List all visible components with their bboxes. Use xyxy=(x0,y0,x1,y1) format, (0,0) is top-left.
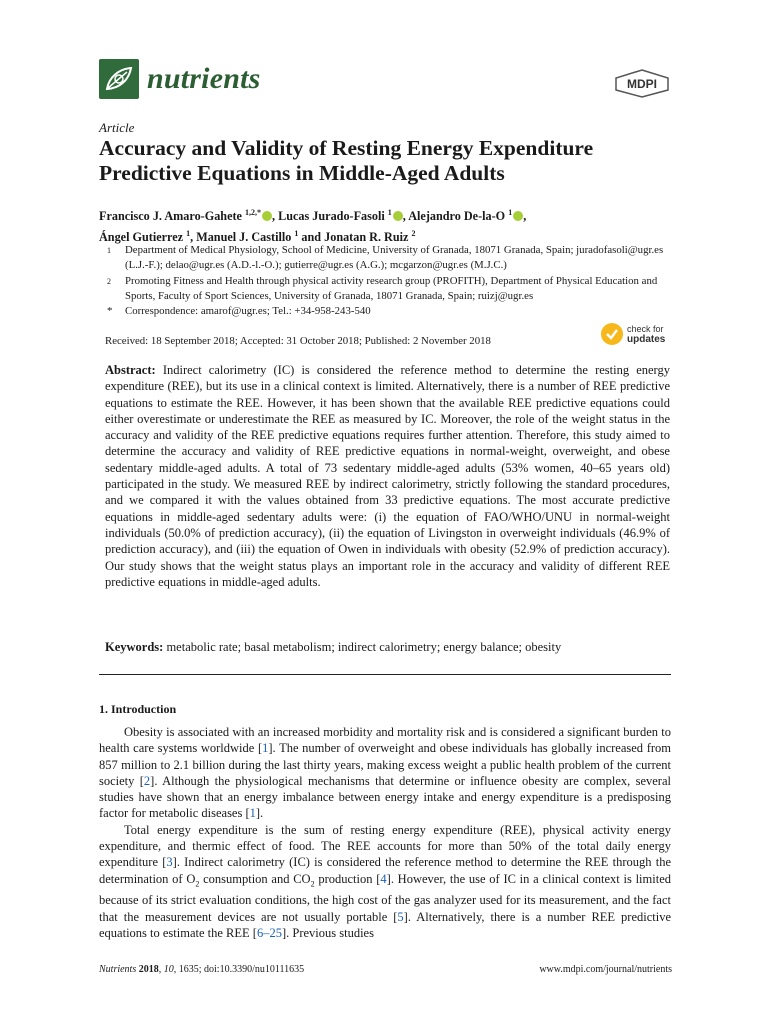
author-name[interactable]: Lucas Jurado-Fasoli xyxy=(278,209,385,224)
paragraph: Total energy expenditure is the sum of resting energy expenditure (REE), physical activity energy expenditure, and thermic effect of food. The REE accounts for more than 50% of the total daily energy expenditure [3]. Indirect calorimetry (IC) is considered the reference method to determine the REE through the determination of $O_2$ consumption and $CO_2$ production [4]. However, the use of IC in a clinical context is limited because of its strict evaluation conditions, the high cost of the gas analyzer used for its measurement, and the fact that the measurement devices are not usually portable [5]. Alternatively, there is a number REE predictive equations to estimate the REE [6–25]. Previous studies xyxy=(99,822,672,941)
author-list: Francisco J. Amaro-Gahete $^{1,2,*}$ , Lucas Jurado-Fasoli $^1$ , Alejandro De-la-O $^1$ , Ángel Gutierrez $^1$, Manuel J. Castillo $^1$ and Jonatan R. Ruiz $^2$ xyxy=(99,208,527,245)
abstract-text: Indirect calorimetry (IC) is considered the reference method to determine the resting energy expenditure (REE), but its use in a clinical context is limited. Alternatively, there is a number of REE predictive equations to estimate the REE. However, it has been shown that the available REE predictive equations could either overestimate or underestimate the REE as measured by IC. Moreover, the role of the weight status in the accuracy and validity of the REE predictive equations requires further attention. Therefore, this study aimed to determine the accuracy and validity of REE predictive equations in normal-weight, overweight, and obese sedentary middle-aged adults. A total of 73 sedentary middle-aged adults (53% women, 40–65 years old) participated in the study. We measured REE by indirect calorimetry, strictly following the standard procedures, and we compared it with the values obtained from 33 predictive equations. The most accurate predictive equations in middle-aged sedentary adults were: (i) the equation of FAO/WHO/UNU in normal-weight individuals (50.0% of prediction accuracy), (ii) the equation of Livingston in overweight individuals (46.9% of prediction accuracy), and (iii) the equation of Owen in individuals with obesity (52.9% of prediction accuracy). Our study shows that the weight status plays an important role in the accuracy and validity of different REE predictive equations in middle-aged adults. xyxy=(105,363,670,589)
page-title: Accuracy and Validity of Resting Energy Expenditure Predictive Equations in Middle-Aged Adults xyxy=(99,136,594,185)
author-name[interactable]: Francisco J. Amaro-Gahete xyxy=(99,209,242,224)
abstract-label: Abstract: xyxy=(105,363,156,377)
affiliation-text: Promoting Fitness and Health through physical activity research group (PROFITH), Department of Physical Education and Sports, Faculty of Sport Sciences, University of Granada, 18071 Granada, Spain; ruizj@ugr.es xyxy=(125,275,658,302)
mdpi-text: MDPI xyxy=(627,77,657,91)
citation-link[interactable]: 5 xyxy=(397,909,404,924)
orcid-icon[interactable] xyxy=(513,211,523,221)
keywords-text: metabolic rate; basal metabolism; indirect calorimetry; energy balance; obesity xyxy=(166,640,562,654)
author-affil: 1 xyxy=(186,229,191,239)
affiliation xyxy=(99,243,671,273)
keywords-label: Keywords: xyxy=(105,640,164,654)
citation-link[interactable]: 1 xyxy=(249,806,256,821)
author-name[interactable]: Ángel Gutierrez xyxy=(99,230,184,245)
check-icon xyxy=(601,323,623,345)
journal-name: nutrients xyxy=(147,62,261,95)
affiliation xyxy=(99,274,671,304)
affiliation xyxy=(99,304,671,319)
affiliation-mark: 1 xyxy=(107,246,111,255)
footer-journal: Nutrients xyxy=(99,964,137,975)
section-heading: 1. Introduction xyxy=(99,702,177,716)
footer-citation: Nutrients 2018, 10, 1635; doi:10.3390/nu10111635 xyxy=(99,964,305,975)
orcid-icon[interactable] xyxy=(393,211,403,221)
author-affil: 1 xyxy=(387,208,392,217)
check-updates-line2: updates xyxy=(627,334,666,345)
citation-link[interactable]: 3 xyxy=(166,855,173,870)
check-updates-badge[interactable] xyxy=(601,322,671,348)
orcid-icon[interactable] xyxy=(262,211,272,221)
publication-dates: Received: 18 September 2018; Accepted: 31 October 2018; Published: 2 November 2018 xyxy=(105,335,491,347)
article-type: Article xyxy=(99,120,135,135)
citation-link[interactable]: 1 xyxy=(262,741,269,756)
footer-doi: , 1635; doi:10.3390/nu10111635 xyxy=(173,964,305,975)
author-name[interactable]: Manuel J. Castillo xyxy=(196,230,292,245)
body-text xyxy=(99,724,671,941)
citation-link[interactable]: 2 xyxy=(143,773,151,788)
citation-link[interactable]: 4 xyxy=(380,871,387,886)
check-updates-line1: check for xyxy=(627,324,664,334)
footer-year: 2018 xyxy=(138,964,159,975)
section-divider xyxy=(99,674,671,675)
author-name[interactable]: Alejandro De-la-O xyxy=(408,209,506,224)
author-affil: 1 xyxy=(294,229,299,239)
paragraph: Obesity is associated with an increased morbidity and mortality risk and is considered a significant burden to health care systems worldwide [1]. The number of overweight and obese individuals has globally increased from 857 million to 2.1 billion during the last thirty years, making excess weight a public health problem of the current society [2]. Although the physiological mechanisms that determine or influence obesity are complex, several studies have shown that an energy imbalance between energy intake and energy expenditure is a predisposing factor for metabolic diseases [1]. xyxy=(99,725,671,821)
mdpi-logo xyxy=(612,68,672,98)
citation-link[interactable]: 6–25 xyxy=(256,926,282,941)
leaf-icon xyxy=(99,59,139,99)
affiliation-mark: * xyxy=(107,305,113,317)
journal-logo xyxy=(99,59,139,99)
footer-volume: 10 xyxy=(163,964,174,975)
affiliation-text: Correspondence: amarof@ugr.es; Tel.: +34-958-243-540 xyxy=(125,305,371,317)
author-affil: 1 xyxy=(508,208,513,217)
keywords xyxy=(105,639,670,655)
author-affil: 1,2,* xyxy=(245,208,261,217)
footer-url[interactable]: www.mdpi.com/journal/nutrients xyxy=(539,964,672,975)
affiliation-text: Department of Medical Physiology, School of Medicine, University of Granada, 18071 Granada, Spain; juradofasoli@ugr.es (L.J.-F.); delao@ugr.es (A.D.-l.-O.); gutierre@ugr.es (A.G.); mcgarzon@ugr.es (M.J.C.) xyxy=(125,244,664,271)
affiliation-mark: 2 xyxy=(107,277,111,286)
abstract xyxy=(105,362,670,590)
author-name[interactable]: Jonatan R. Ruiz xyxy=(324,230,409,245)
author-affil: 2 xyxy=(411,229,416,239)
